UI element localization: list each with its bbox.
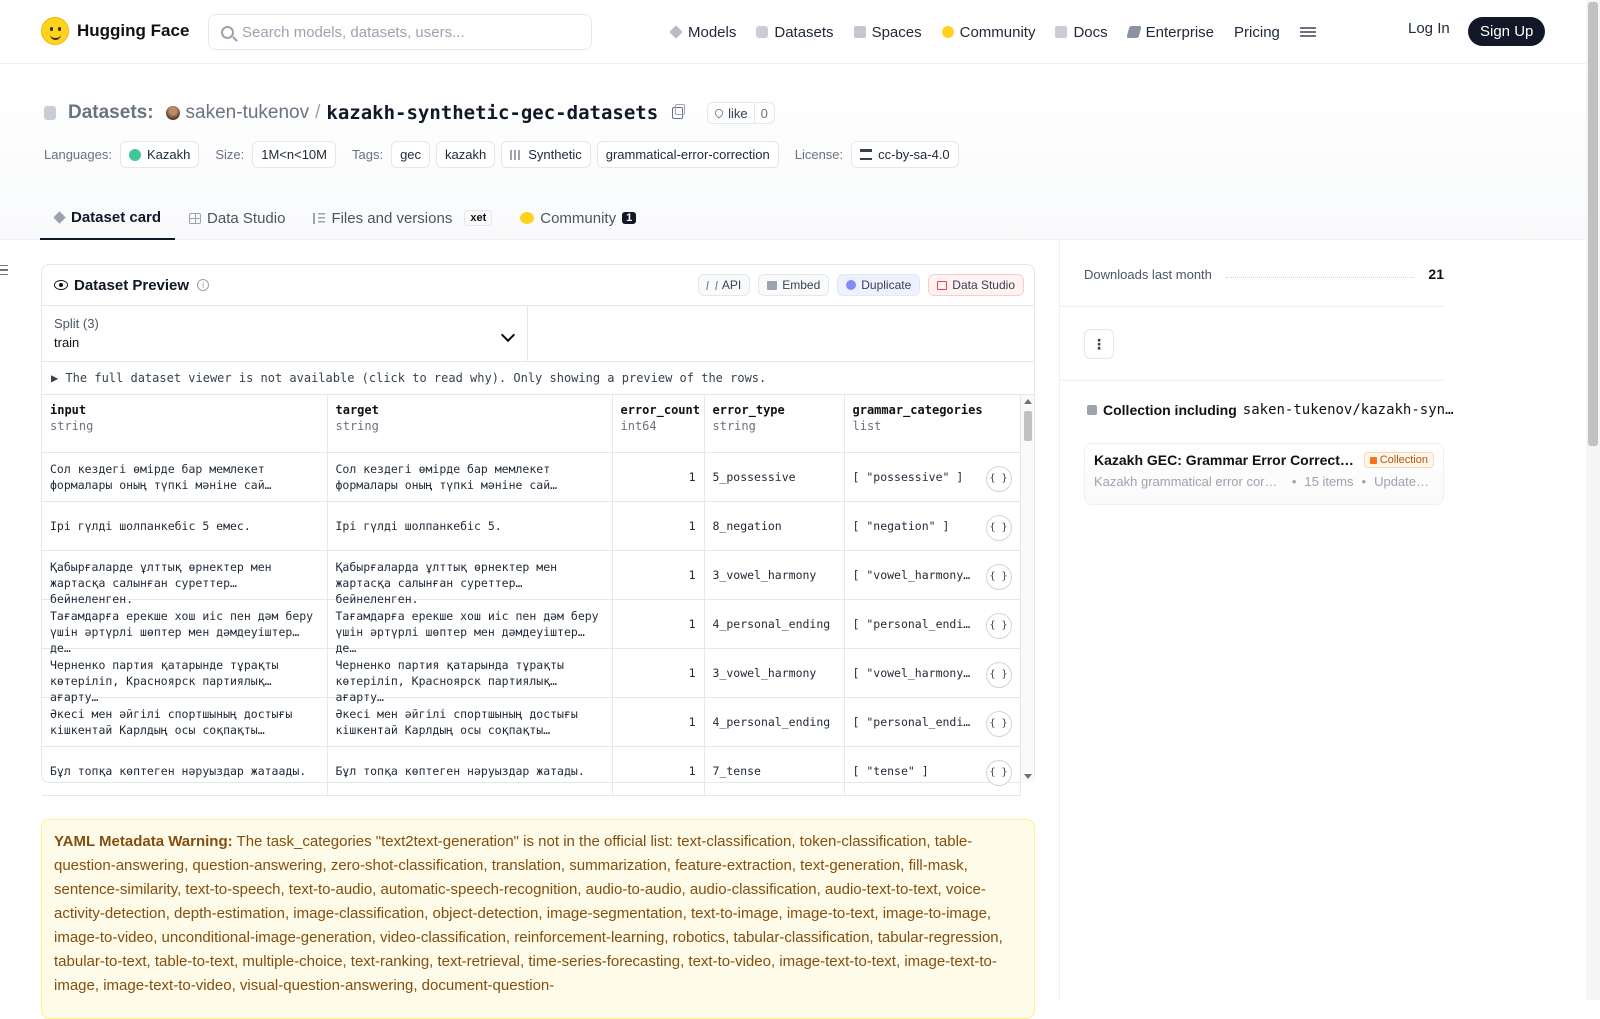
tags-row [44, 141, 959, 168]
heart-icon [713, 107, 724, 118]
table-header-row [42, 395, 1020, 452]
menu-icon [1300, 27, 1316, 37]
page-scrollbar-thumb[interactable] [1588, 2, 1598, 446]
xet-badge: xet [464, 210, 492, 226]
tag-license[interactable]: cc-by-sa-4.0 [851, 141, 959, 168]
repo-tabs [40, 196, 650, 240]
preview-table [42, 395, 1021, 796]
tag-language[interactable]: Kazakh [120, 141, 199, 168]
view-json-button[interactable]: { } [986, 466, 1012, 492]
tag-gec-task[interactable]: grammatical-error-correction [597, 141, 779, 168]
collection-updated: Update… [1374, 474, 1429, 489]
duplicate-icon [846, 280, 856, 290]
like-button[interactable]: like 0 [707, 102, 775, 124]
community-icon [520, 212, 534, 224]
table-row[interactable]: Сол кездегі өмірде бар мемлекет формалары оның түпкі мәніне сай… Сол кездегі өмірде бар мемлекет формалары оның түпкі мәніне сай… 1 5_possessive [ "possessive" ] { } [42, 452, 1020, 501]
collection-items: 15 items [1304, 474, 1354, 489]
globe-icon [129, 149, 141, 161]
tag-synthetic[interactable]: Synthetic [501, 141, 590, 168]
split-row [42, 306, 1034, 362]
docs-icon [1055, 26, 1067, 38]
nav-models[interactable]: Models [660, 0, 746, 64]
hugging-face-logo-icon [41, 17, 69, 45]
tag-size[interactable]: 1M<n<10M [252, 141, 336, 168]
repo-name[interactable]: kazakh-synthetic-gec-datasets [326, 102, 659, 124]
license-icon [860, 149, 872, 160]
viewer-notice[interactable]: ▶ The full dataset viewer is not available (click to read why). Only showing a preview of the rows. [42, 362, 1034, 395]
view-json-button[interactable]: { } [986, 711, 1012, 737]
sidebar-divider [1059, 240, 1060, 1000]
enterprise-icon [1126, 26, 1141, 38]
warning-text: The task_categories "text2text-generation" is not in the official list: text-classification, token-classification, table-question-answering, question-answering, zero-shot-classification, translation, summarization, feature-extraction, text-generation, fill-mask, sentence-similarity, text-to-speech, text-to-audio, automatic-speech-recognition, audio-to-audio, audio-classification, audio-text-to-text, voice-activity-detection, depth-estimation, image-classification, object-detection, image-segmentation, text-to-image, image-to-text, image-to-image, image-to-video, unconditional-image-generation, video-classification, reinforcement-learning, robotics, tabular-classification, tabular-regression, tabular-to-text, table-to-text, multiple-choice, text-ranking, text-retrieval, time-series-forecasting, text-to-video, image-text-to-text, image-text-to-image, image-text-to-video, visual-question-answering, document-question- [54, 833, 1003, 994]
api-button[interactable]: API [698, 274, 750, 296]
nav-datasets[interactable]: Datasets [746, 0, 843, 64]
split-select[interactable] [42, 306, 528, 361]
tab-community[interactable]: Community 1 [506, 196, 650, 240]
nav-links [660, 0, 1326, 64]
owner-avatar[interactable] [166, 106, 180, 120]
view-json-button[interactable]: { } [986, 613, 1012, 639]
view-json-button[interactable]: { } [986, 662, 1012, 688]
nav-docs[interactable]: Docs [1045, 0, 1117, 64]
section-link[interactable]: Datasets: [68, 102, 154, 123]
repo-header [0, 64, 1586, 240]
table-row[interactable]: Тағамдарға ерекше хош иіс пен дәм беру үшін әртүрлі шөптер мен дәмдеуіштер де… Тағамдарға ерекше хош иіс пен дәм беру үшін әртүрлі шөптер мен дәмдеуіштер де… 1 4_personal_ending [ "personal_endi… { } [42, 599, 1020, 648]
column-header[interactable]: grammar_categories list [844, 395, 1020, 452]
brand-name: Hugging Face [77, 21, 190, 40]
view-json-button[interactable]: { } [986, 564, 1012, 590]
code-icon [706, 281, 718, 290]
toc-toggle-icon[interactable] [0, 265, 8, 275]
tags-label: Tags: [352, 147, 384, 162]
more-options-button[interactable]: ⋮ [1084, 329, 1114, 359]
collection-meta: Kazakh grammatical error cor… • 15 items • Update… [1094, 474, 1434, 489]
column-header[interactable]: target string [327, 395, 612, 452]
repo-title [44, 102, 775, 124]
path-separator: / [315, 102, 321, 123]
dataset-preview [41, 264, 1035, 783]
table-row[interactable]: Қабырғаларде ұлттық өрнектер мен жартасқа салынған суреттер бейнеленген. Қабырғаларда ұлттық өрнектер мен жартасқа салынған суреттер бейнеленген. 1 3_vowel_harmony [ "vowel_harmony… { } [42, 550, 1020, 599]
copy-icon[interactable] [672, 107, 683, 119]
card-icon [53, 211, 65, 223]
community-icon [942, 26, 954, 38]
scroll-up-icon[interactable] [1024, 399, 1032, 404]
scroll-down-icon[interactable] [1024, 774, 1032, 779]
search-input[interactable] [242, 24, 562, 41]
view-json-button[interactable]: { } [986, 515, 1012, 541]
spaces-icon [854, 26, 866, 38]
eye-icon [54, 280, 68, 290]
tab-files[interactable]: Files and versions xet [299, 196, 506, 240]
table-row[interactable]: Черненко партия қатарынде тұрақты көтеріліп, Красноярск партиялық ағарту… Черненко партия қатарында тұрақты көтеріліп, Красноярск партиялық ағарту… 1 3_vowel_harmony [ "vowel_harmony… { } [42, 648, 1020, 697]
collection-repo: saken-tukenov/kazakh-syn… [1242, 402, 1454, 418]
yaml-warning [41, 819, 1035, 1019]
size-label: Size: [215, 147, 245, 162]
warning-label: YAML Metadata Warning: [54, 833, 233, 850]
split-label: Split (3) [54, 316, 99, 331]
collection-name: Kazakh GEC: Grammar Error Correct… [1094, 452, 1354, 468]
collection-desc: Kazakh grammatical error cor… [1094, 474, 1278, 489]
downloads-value: 21 [1428, 266, 1444, 282]
column-header[interactable]: error_count int64 [612, 395, 704, 452]
embed-icon [767, 281, 777, 290]
synthetic-icon [510, 150, 522, 160]
data-studio-button[interactable]: Data Studio [928, 274, 1024, 296]
view-json-button[interactable]: { } [986, 760, 1012, 786]
collection-icon [1087, 405, 1097, 415]
files-icon [313, 213, 325, 224]
table-icon [189, 213, 201, 224]
nav-more-menu[interactable] [1290, 0, 1326, 64]
info-icon[interactable]: i [197, 279, 209, 291]
tag-gec[interactable]: gec [391, 141, 430, 168]
community-count: 1 [622, 212, 636, 224]
tag-kazakh[interactable]: kazakh [436, 141, 495, 168]
split-value: train [54, 335, 80, 350]
dataset-icon [44, 106, 56, 120]
collection-card[interactable] [1084, 443, 1444, 505]
nav-pricing[interactable]: Pricing [1234, 23, 1280, 41]
collection-heading: Collection including saken-tukenov/kazakh-syn… [1087, 402, 1447, 418]
owner-link[interactable]: saken-tukenov [185, 102, 310, 123]
nav-community[interactable]: Community [932, 0, 1046, 64]
top-navbar [0, 0, 1586, 64]
models-icon [669, 25, 683, 39]
embed-button[interactable]: Embed [758, 274, 829, 296]
preview-header [42, 265, 1034, 306]
nav-enterprise[interactable]: Enterprise [1118, 0, 1224, 64]
preview-title: Dataset Preview [74, 276, 190, 294]
table-icon [937, 281, 947, 290]
column-header[interactable]: error_type string [704, 395, 844, 452]
nav-spaces[interactable]: Spaces [844, 0, 932, 64]
downloads-stat [1084, 266, 1444, 282]
datasets-icon [756, 26, 768, 38]
signup-button[interactable]: Sign Up [1468, 17, 1545, 46]
license-label: License: [794, 147, 844, 162]
table-row[interactable]: Бұл топқа көптеген нәруыздар жатаады. Бұл топқа көптеген нәруыздар жатады. 1 7_tense [ "tense" ] { } [42, 746, 1020, 795]
collection-icon [1370, 457, 1377, 464]
tab-data-studio[interactable]: Data Studio [175, 196, 299, 240]
search-box[interactable] [208, 14, 592, 50]
preview-table-wrap [42, 395, 1034, 783]
column-header[interactable]: input string [42, 395, 327, 452]
duplicate-button[interactable]: Duplicate [837, 274, 920, 296]
login-link[interactable]: Log In [1408, 20, 1450, 37]
table-row[interactable]: Ірі гүлді шолпанкебіс 5 емес. Ірі гүлді шолпанкебіс 5. 1 8_negation [ "negation" ] { } [42, 501, 1020, 550]
table-row[interactable]: Әкесі мен әйгілі спортшының достығы кішкентай Карлдың осы соқпақты… Әкесі мен әйгілі спортшының достығы кішкентай Карлдың осы соқпақты… 1 4_personal_ending [ "personal_endi… { } [42, 697, 1020, 746]
tab-dataset-card[interactable]: Dataset card [40, 196, 175, 240]
collection-badge: Collection [1364, 452, 1434, 468]
table-scrollbar[interactable] [1020, 395, 1034, 783]
preview-actions [698, 274, 1024, 296]
brand-logo[interactable] [41, 17, 189, 45]
search-icon [221, 26, 234, 39]
scrollbar-thumb[interactable] [1024, 411, 1032, 441]
page-scrollbar[interactable] [1586, 0, 1600, 1000]
downloads-label: Downloads last month [1084, 266, 1212, 282]
languages-label: Languages: [44, 147, 112, 162]
like-count: 0 [760, 105, 768, 121]
